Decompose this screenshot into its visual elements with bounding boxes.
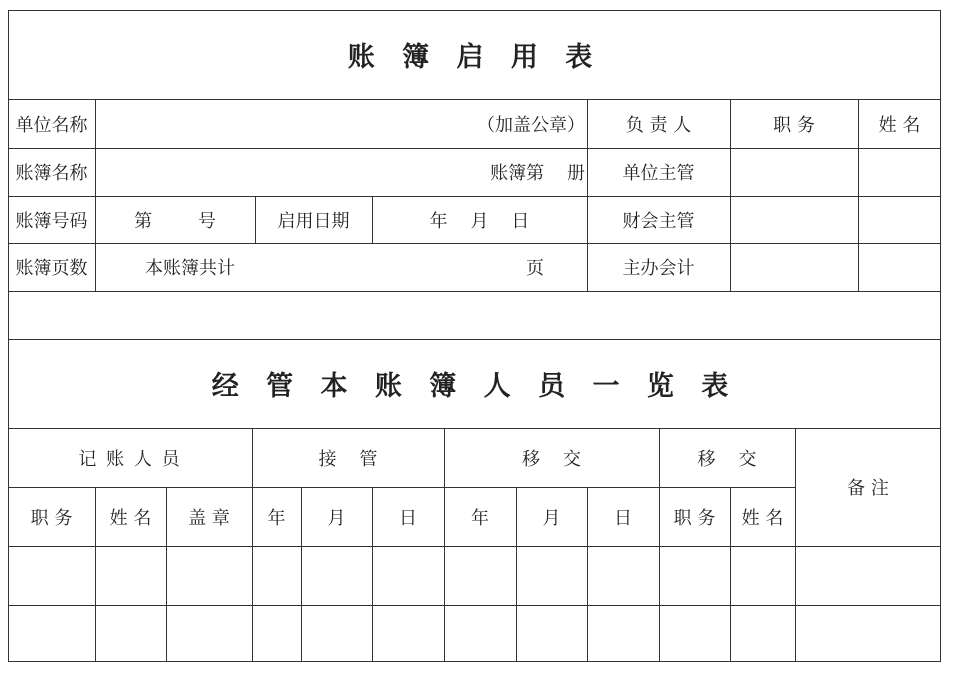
sub-takeover-month: 月 <box>327 507 346 529</box>
rule <box>8 546 941 547</box>
page-unit: 页 <box>526 258 544 279</box>
form-title: 账 簿 启 用 表 <box>347 42 602 73</box>
role-chief-accountant: 主办会计 <box>622 258 695 279</box>
rule <box>8 291 941 292</box>
group-handover-2: 移 交 <box>697 448 757 470</box>
page-total-prefix: 本账簿共计 <box>145 258 235 279</box>
sub-seal: 盖 章 <box>188 507 230 529</box>
sub-name: 姓 名 <box>109 507 152 529</box>
sub-handover-day: 日 <box>614 507 632 529</box>
seal-note: （加盖公章） <box>477 114 585 136</box>
sub-handover-name: 姓 名 <box>741 507 784 529</box>
sub-position: 职 务 <box>30 507 73 529</box>
sub-takeover-year: 年 <box>267 507 286 529</box>
header-name: 姓 名 <box>878 114 921 136</box>
group-takeover: 接 管 <box>318 448 378 470</box>
header-person-in-charge: 负 责 人 <box>625 114 692 136</box>
sub-handover-year: 年 <box>471 507 489 529</box>
header-position: 职 务 <box>773 114 815 136</box>
label-unit-name: 单位名称 <box>15 114 88 136</box>
group-handover: 移 交 <box>522 448 581 470</box>
label-book-name: 账簿名称 <box>15 163 88 184</box>
book-number-field: 第 号 <box>134 210 216 232</box>
group-bookkeeper: 记 账 人 员 <box>78 448 182 470</box>
label-page-count: 账簿页数 <box>15 258 88 279</box>
label-book-number: 账簿号码 <box>15 210 88 232</box>
book-volume-no: 账簿第 册 <box>490 163 585 184</box>
personnel-table-title: 经 管 本 账 簿 人 员 一 览 表 <box>211 371 738 402</box>
sub-takeover-day: 日 <box>399 507 417 529</box>
role-finance-supervisor: 财会主管 <box>622 210 695 232</box>
group-remarks: 备 注 <box>847 478 889 499</box>
rule <box>95 99 96 291</box>
label-start-date: 启用日期 <box>277 210 350 232</box>
start-date-field: 年 月 日 <box>429 210 530 232</box>
sub-handover-month: 月 <box>542 507 561 529</box>
role-unit-supervisor: 单位主管 <box>622 163 695 184</box>
sub-handover-position: 职 务 <box>673 507 716 529</box>
rule <box>8 605 941 606</box>
